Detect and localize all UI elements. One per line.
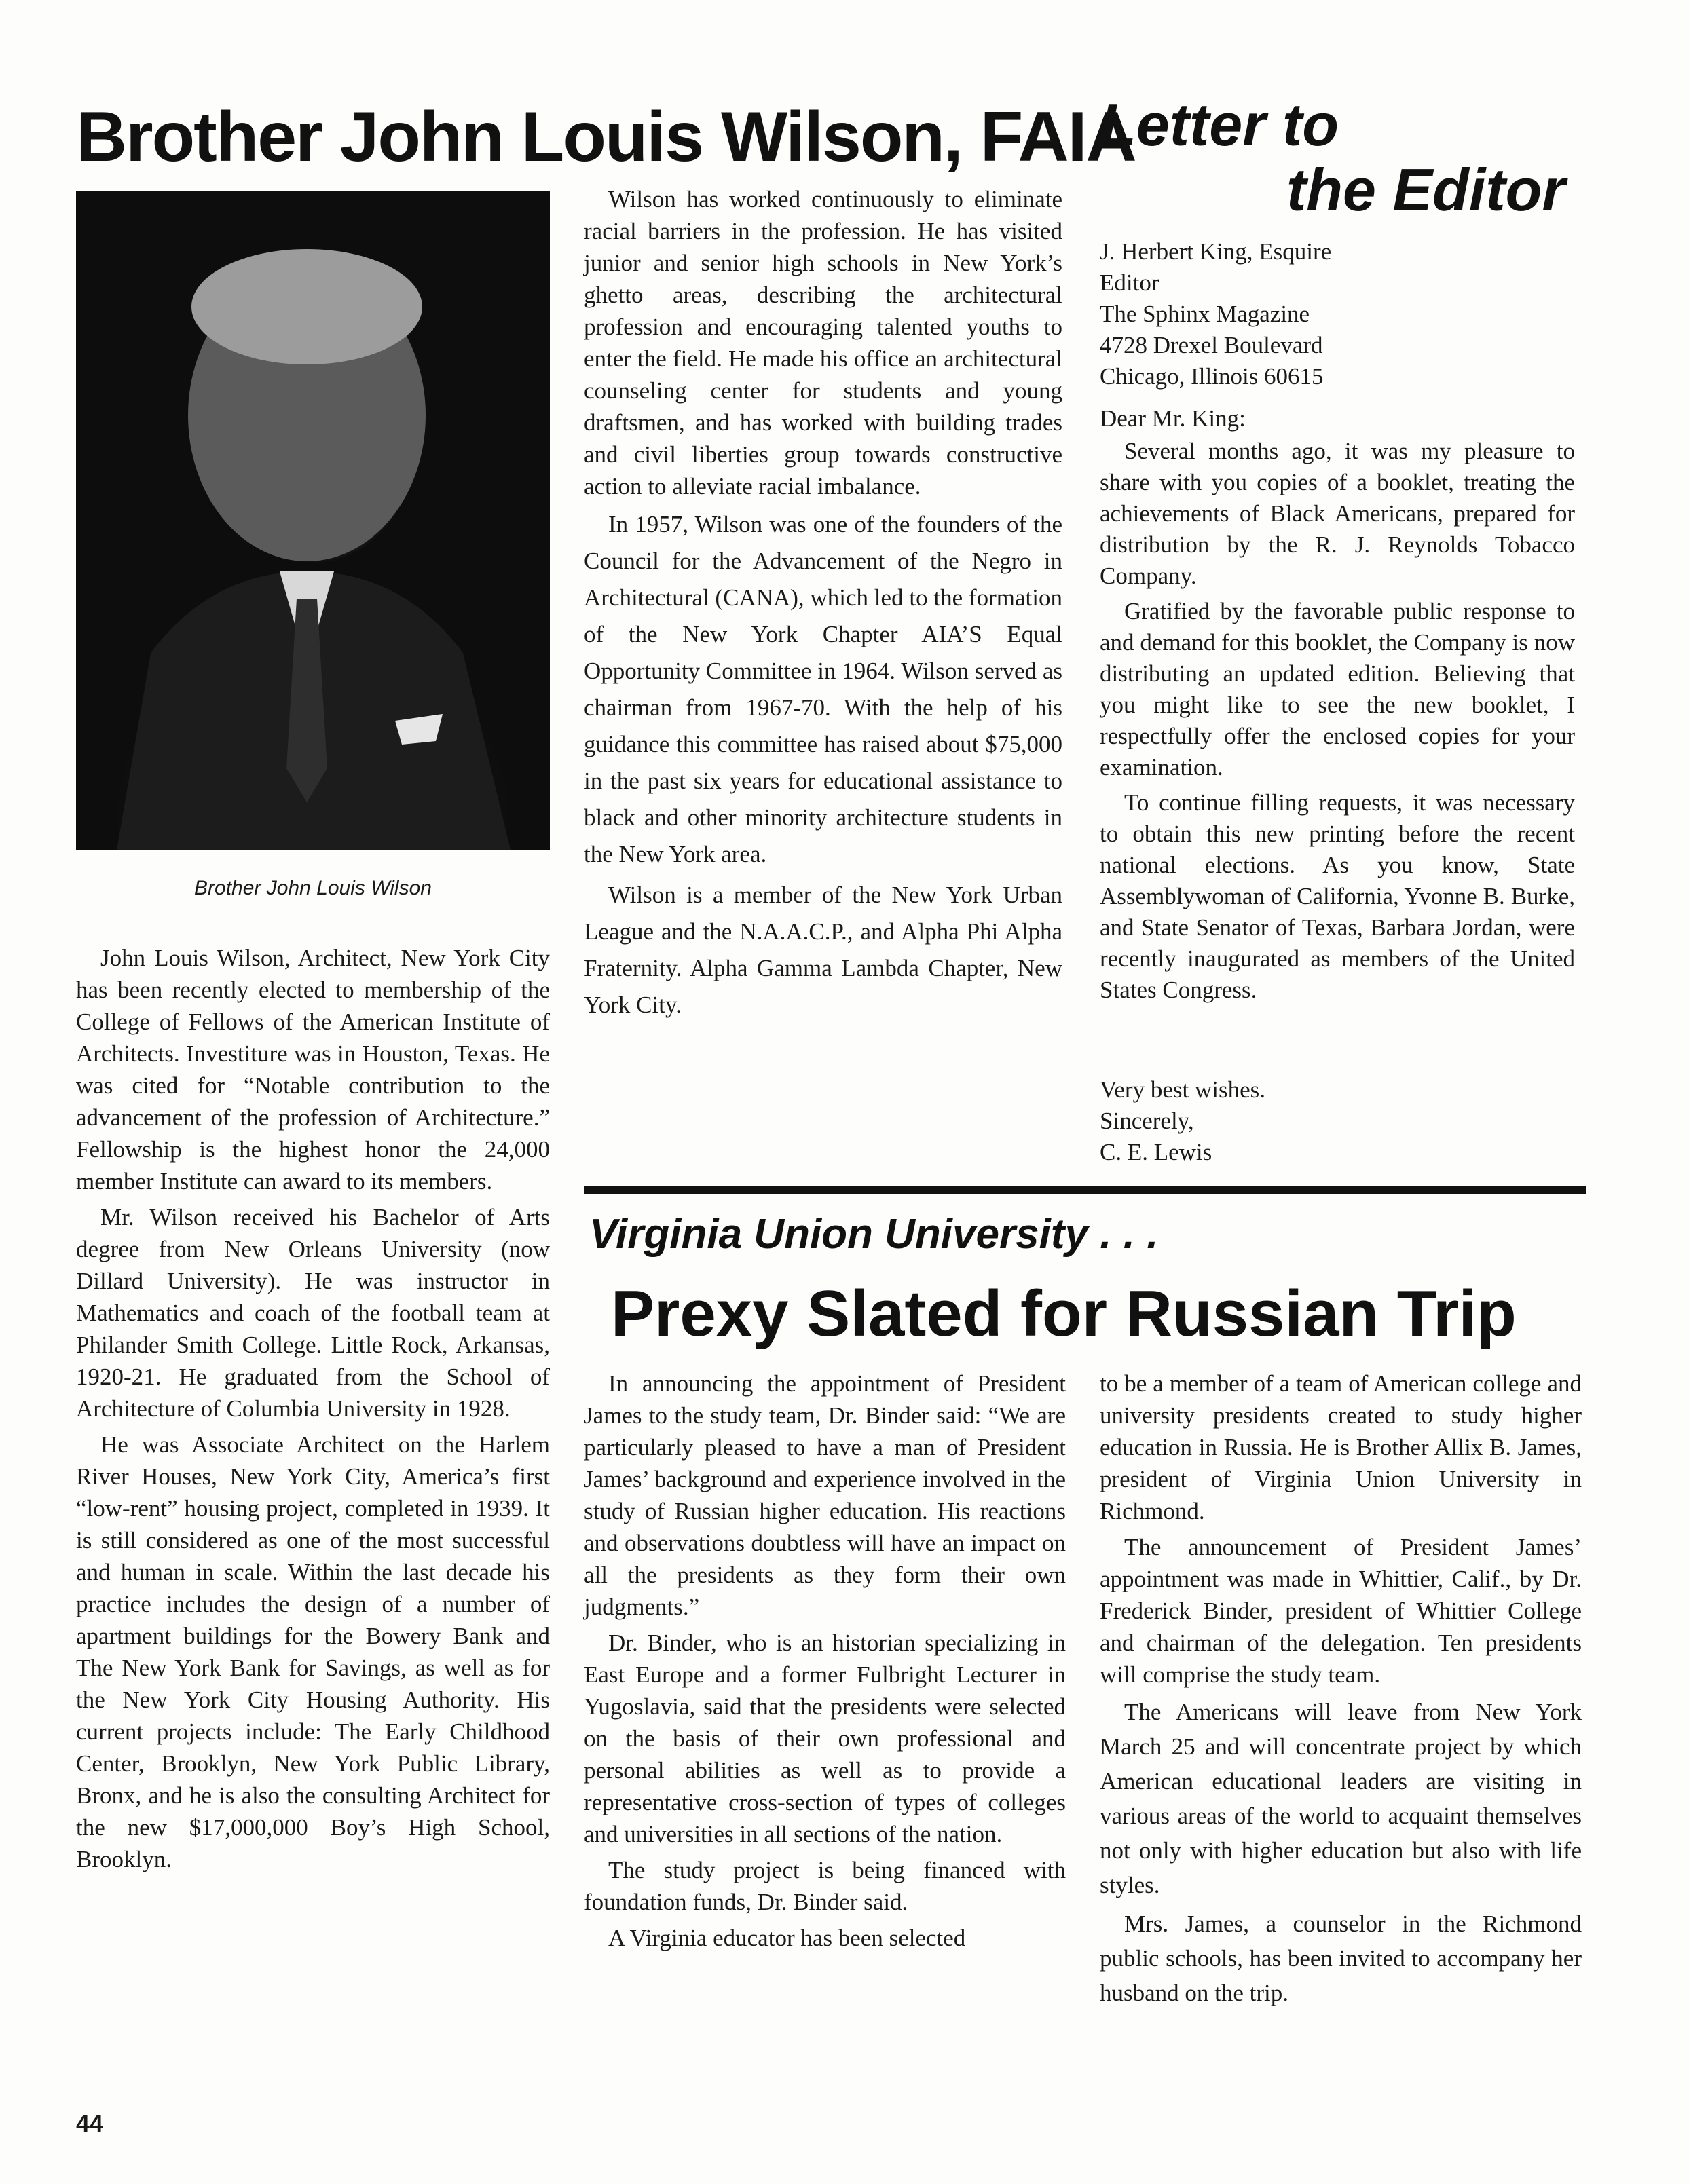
paragraph: To continue filling requests, it was necessary to obtain this new printing before the recent national elections. As you know, State Assemblywoman of California, Yvonne B. Burke, and State Senator of Texas, Barbara Jordan, were recently inaugurated as members of the United States Congress. [1100, 789, 1575, 1003]
closing-line: C. E. Lewis [1100, 1139, 1212, 1165]
vuu-kicker: Virginia Union University . . . [589, 1211, 1159, 1258]
wilson-headline: Brother John Louis Wilson, FAIA [76, 98, 1136, 176]
paragraph: Wilson has worked continuously to eliminate racial barriers in the profession. He has visited junior and senior high schools in New York’s ghetto areas, describing the architectural profession and encouraging talented youths to enter the field. He made his office an architectural counseling center for students and young draftsmen, and has worked with building trades and civil liberties group towards constructive action to alleviate racial imbalance. [584, 186, 1062, 500]
section-divider [584, 1186, 1586, 1194]
vuu-column-2 [1100, 1368, 1582, 2014]
salutation: Dear Mr. King: [1100, 405, 1246, 432]
address-line: Chicago, Illinois 60615 [1100, 363, 1324, 390]
paragraph: In announcing the appointment of President James to the study team, Dr. Binder said: “We are particularly pleased to have a man of President James’ background and experience involved in the study of Russian higher education. His reactions and observations doubtless will have an impact on all the presidents as they form their own judgments.” [584, 1370, 1066, 1620]
wilson-portrait-photo [76, 191, 550, 850]
closing-line: Very best wishes. [1100, 1076, 1265, 1103]
closing-line: Sincerely, [1100, 1108, 1194, 1134]
wilson-column-1 [76, 942, 550, 1879]
paragraph: Several months ago, it was my pleasure to share with you copies of a booklet, treating the achievements of Black Americans, prepared for distribution by the R. J. Reynolds Tobacco Company. [1100, 438, 1575, 589]
paragraph: He was Associate Architect on the Harlem River Houses, New York City, America’s first “low-rent” housing project, completed in 1939. It is still considered as one of the most successful and human in scale. Within the last decade his practice includes the design of a number of apartment buildings for the Bowery Bank and The New York Bank for Savings, as well as for the New York City Housing Authority. His current projects include: The Early Childhood Center, Brooklyn, New York Public Library, Bronx, and he is also the consulting Architect for the new $17,000,000 Boy’s High School, Brooklyn. [76, 1431, 550, 1872]
letter-body [1100, 403, 1575, 1010]
wilson-column-2 [584, 183, 1062, 1028]
paragraph: to be a member of a team of American college and university presidents created to study higher education in Russia. He is Brother Allix B. James, president of Virginia Union University in Richmond. [1100, 1370, 1582, 1524]
letter-closing [1100, 1074, 1575, 1168]
vuu-headline: Prexy Slated for Russian Trip [611, 1277, 1517, 1350]
paragraph: The study project is being financed with foundation funds, Dr. Binder said. [584, 1857, 1066, 1915]
paragraph: Mrs. James, a counselor in the Richmond public schools, has been invited to accompany her husband on the trip. [1100, 1910, 1582, 2006]
letter-headline-line1: Letter to [1100, 91, 1339, 158]
letter-address-block [1100, 236, 1575, 392]
paragraph: Dr. Binder, who is an historian specializing in East Europe and a former Fulbright Lecturer in Yugoslavia, said that the presidents were selected on the basis of their own professional and personal abilities as well as to provide a representative cross-section of types of colleges and universities in all sections of the nation. [584, 1630, 1066, 1847]
paragraph: Wilson is a member of the New York Urban League and the N.A.A.C.P., and Alpha Phi Alpha Fraternity. Alpha Gamma Lambda Chapter, New York City. [584, 882, 1062, 1018]
paragraph: In 1957, Wilson was one of the founders of the Council for the Advancement of the Negro in Architectural (CANA), which led to the formation of the New York Chapter AIA’S Equal Opportunity Committee in 1964. Wilson served as chairman from 1967-70. With the help of his guidance this committee has raised about $75,000 in the past six years for educational assistance to black and other minority architecture students in the New York area. [584, 511, 1062, 867]
vuu-column-1 [584, 1368, 1066, 1958]
paragraph: John Louis Wilson, Architect, New York City has been recently elected to membership of the College of Fellows of the American Institute of Architects. Investiture was in Houston, Texas. He was cited for “Notable contribution to the advancement of the profession of Architecture.” Fellowship is the highest honor the 24,000 member Institute can award to its members. [76, 945, 550, 1194]
paragraph: Mr. Wilson received his Bachelor of Arts degree from New Orleans University (now Dillard University). He was instructor in Mathematics and coach of the football team at Philander Smith College. Little Rock, Arkansas, 1920-21. He graduated from the School of Architecture of Columbia University in 1928. [76, 1204, 550, 1422]
address-line: 4728 Drexel Boulevard [1100, 332, 1323, 358]
photo-caption: Brother John Louis Wilson [194, 877, 432, 899]
paragraph: Gratified by the favorable public response to and demand for this booklet, the Company is now distributing an updated edition. Believing that you might like to see the new booklet, I respectfully offer the enclosed copies for your examination. [1100, 598, 1575, 780]
letter-headline-line2: the Editor [1286, 156, 1565, 223]
paragraph: The Americans will leave from New York March 25 and will concentrate project by which American educational leaders are visiting in various areas of the world to acquaint themselves not only with higher education but also with life styles. [1100, 1699, 1582, 1898]
portrait-silhouette [76, 191, 550, 850]
address-line: The Sphinx Magazine [1100, 301, 1310, 327]
page-number: 44 [76, 2109, 104, 2137]
paragraph: A Virginia educator has been selected [608, 1925, 966, 1951]
paragraph: The announcement of President James’ appointment was made in Whittier, Calif., by Dr. Frederick Binder, president of Whittier College and chairman of the delegation. Ten presidents will comprise the study team. [1100, 1534, 1582, 1688]
address-line: J. Herbert King, Esquire [1100, 238, 1332, 265]
address-line: Editor [1100, 269, 1159, 296]
